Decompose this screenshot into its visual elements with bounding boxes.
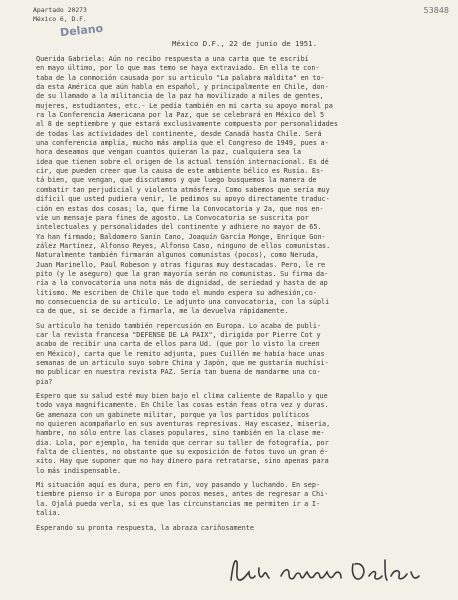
text-line: da esta América que aún habla en español, y principalmente en Chile, don- — [36, 83, 329, 92]
text-line: todo vaya magníficamente. En Chile las cosas están feas otra vez y duras. — [36, 401, 329, 410]
text-line: mo consecuencia de su artículo. Le adjunto una convocatoria, con la súpli — [36, 297, 330, 306]
text-line: Juan Marinello, Paul Robeson y otras figuras muy destacadas. Pero, le re — [36, 260, 326, 269]
text-line: taba de la conmoción causada por su artículo "La palabra maldita" en to- — [36, 73, 325, 82]
text-line: falta de clientes, no obstante que su exposición de fotos tuvo un gran é- — [36, 448, 329, 457]
reference-number: 53848 — [423, 6, 449, 15]
letter-paragraph — [36, 392, 436, 476]
text-line: en mayo último, por lo que mas temo se haya extraviado. En ella te con- — [36, 64, 320, 73]
text-line: tá bien, que vengan, que discutamos y que luego busquemos la manera de — [36, 176, 317, 185]
letter-paragraph — [36, 524, 436, 533]
text-line: mujeres, estudiantes, etc.- Le pedía también en mi carta su apoyo moral pa — [36, 101, 333, 110]
letter-paragraph — [36, 481, 436, 518]
text-line: Mi situación aquí es dura, pero en fin, voy pasando y luchando. En sep- — [36, 481, 321, 490]
text-line: difícil que usted pudiera venir, le pedimos su apoyo directamente traduc- — [36, 195, 330, 204]
address-line: México 6, D.F. — [33, 14, 87, 23]
letter-body — [36, 55, 436, 538]
text-line: la. Ojalá pueda verla, si es que las circunstancias me permiten ir a I- — [36, 499, 321, 508]
text-line: en México), carta que le remito adjunta, pues Cuillén me había hace unas — [36, 349, 325, 358]
text-line: ca de que, si se decide a firmarla, me la devuelva rápidamente. — [36, 307, 289, 316]
text-line: intelectuales y personalidades del continente y adhiere no mayor de 65. — [36, 223, 322, 232]
text-line: hambre, no sólo entre las clases populares, sino también en la clase me- — [36, 429, 325, 438]
text-line: una conferencia amplia, mucho más amplia que el Congreso de 1949, pues a- — [36, 139, 329, 148]
text-line: combatir tan perjudicial y violenta atmósfera. Como sabemos que sería muy — [36, 185, 330, 194]
text-line: pito (y le aseguro) que la gran mayoría serán no comunistas. Su firma da- — [36, 269, 329, 278]
letter-paragraph — [36, 322, 436, 387]
text-line: no quieren acompañarlo en sus aventuras represivas. Hay escasez, miseria, — [36, 420, 331, 429]
text-line: de su llamado a la militancia de la paz ha movilizado a miles de gentes, — [36, 92, 324, 101]
text-line: mo publicar en nuestra revista PAZ. Sería tan buena de mandarme una co- — [36, 368, 321, 377]
text-line: ría a la convocatoria una nota más de dignidad, de seriedad y hasta de ap — [36, 279, 328, 288]
text-line: ción en estas dos cosas; la, que firme la Convocatoria y 2a, que nos en- — [36, 204, 324, 213]
letter-date: México D.F., 22 de junio de 1951. — [172, 39, 317, 48]
text-line: al 8 de septiembre y que estará exclusivamente compuesta por personalidades — [36, 120, 338, 129]
text-line: cir, que pueden creer que la causa de este ambiente bélico es Rusia. Es- — [36, 167, 325, 176]
text-line: talia. — [36, 509, 61, 518]
text-line: lo más indispensable. — [36, 466, 121, 475]
handwritten-signature — [225, 550, 425, 590]
letter-paragraph — [36, 55, 436, 317]
text-line: tiembre pienso ir a Europa por unos pocos meses, antes de regresar a Chi- — [36, 490, 329, 499]
handwritten-annotation: Delano — [59, 21, 104, 40]
text-line: dia. Lola, por ejemplo, ha tenido que cerrar su taller de fotografía, por — [36, 438, 329, 447]
text-line: Naturalmente también firmarán algunos comunistas (pocos), como Neruda, — [36, 251, 319, 260]
address-line: Apartado 20273 — [33, 6, 87, 14]
text-line: Su artículo ha tenido también repercusión en Europa. Lo acaba de publi- — [36, 321, 322, 330]
text-line: pia? — [36, 377, 53, 386]
text-line: de todas las actividades del continente, desde Canadá hasta Chile. Será — [36, 129, 322, 138]
text-line: Querida Gabriela: Aún no recibo respuesta a una carta que te escribí — [36, 55, 309, 63]
text-line: litismo. Me escriben de Chile que todo el mundo espera su adhesión,co- — [36, 288, 317, 297]
text-line: xito. Hay que suponer que no hay dinero para retratarse, sino apenas para — [36, 457, 329, 466]
text-line: semanas de un artículo suyo sobre China y Japón, que me gustaría muchísi- — [36, 359, 329, 367]
text-line: Esperando su pronta respuesta, la abraza cariñosamente — [36, 523, 254, 532]
sender-address — [33, 6, 87, 23]
text-line: hora deseamos que vengan cuantos quieran la paz, cualquiera sea la — [36, 148, 302, 157]
text-line: Ya han firmado; Baldomero Sanín Cano, Joaquín García Monge, Enrique Gon- — [36, 232, 326, 241]
text-line: zález Martínez, Alfonso Reyes, Alfonso Caso, ninguno de ellos comunistas. — [36, 241, 331, 250]
text-line: idea que tienen sobre el origen de la actual tensión internacional. Es dé — [36, 157, 329, 166]
text-line: víe un mensaje para fines de agosto. La Convocatoria se suscrita por — [36, 213, 309, 222]
text-line: Ge amenaza con un gabinete militar, porque ya los partidos políticos — [36, 410, 310, 419]
text-line: acabo de recibir una carta de ellos para Ud. (que por lo visto la creen — [36, 340, 320, 349]
text-line: Espero que su salud esté muy bien bajo el clima caliente de Rapallo y que — [36, 392, 328, 401]
text-line: ra la Conferencia Americana por la Paz, que se celebrará en México del 5 — [36, 111, 325, 120]
text-line: car la revista francesa "DEFENSE DE LA PAIX", dirigida por Pierre Cot y — [36, 330, 321, 339]
